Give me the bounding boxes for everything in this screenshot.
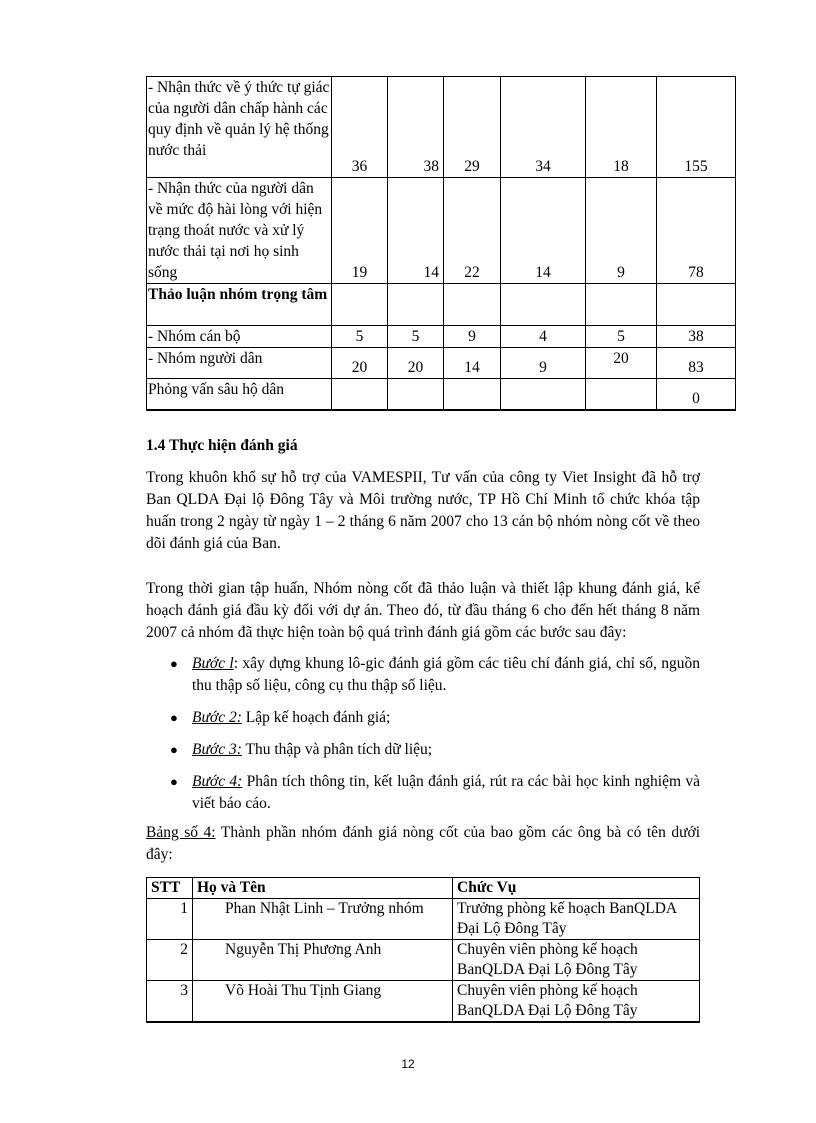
table-cell	[444, 379, 501, 410]
table-cell: 38	[388, 77, 444, 178]
bullet-icon: ●	[170, 710, 178, 725]
table-row	[147, 981, 700, 1023]
step-label: Bước 3:	[192, 741, 242, 758]
table-cell	[332, 284, 388, 326]
row-label: - Nhận thức của người dân về mức độ hài lòng với hiện trạng thoát nước và xử lý nước thải tại nơi họ sinh sống	[147, 178, 332, 284]
table-cell: 9	[586, 178, 657, 284]
table-row	[147, 178, 736, 284]
table-cell: 20	[332, 348, 388, 379]
role-cell: Chuyên viên phòng kế hoạch BanQLDA Đại Lộ Đông Tây	[453, 981, 700, 1023]
table-row	[147, 940, 700, 981]
table-cell: 83	[657, 348, 736, 379]
name-cell: Phan Nhật Linh – Trưởng nhóm	[193, 899, 453, 940]
stt-cell: 2	[147, 940, 193, 981]
row-label: - Nhóm cán bộ	[147, 326, 332, 348]
table-header-row	[147, 878, 700, 899]
list-item	[170, 707, 700, 729]
table-cell: 5	[388, 326, 444, 348]
table-cell	[501, 379, 586, 410]
survey-table	[146, 76, 736, 411]
name-cell: Nguyễn Thị Phương Anh	[193, 940, 453, 981]
stt-cell: 3	[147, 981, 193, 1023]
table-cell	[388, 284, 444, 326]
role-cell: Chuyên viên phòng kế hoạch BanQLDA Đại Lộ Đông Tây	[453, 940, 700, 981]
step-text: Thu thập và phân tích dữ liệu;	[241, 741, 433, 758]
table-cell: 38	[657, 326, 736, 348]
row-label: - Nhận thức về ý thức tự giác của người dân chấp hành các quy định về quản lý hệ thống nước thải	[147, 77, 332, 178]
table-cell: 4	[501, 326, 586, 348]
step-text: : xây dựng khung lô-gic đánh giá gồm các tiêu chí đánh giá, chỉ số, nguồn thu thập số liệu, công cụ thu thập số liệu.	[192, 655, 700, 694]
table-cell: 22	[444, 178, 501, 284]
table-cell: 20	[388, 348, 444, 379]
table-cell: 36	[332, 77, 388, 178]
table-row	[147, 899, 700, 940]
bullet-icon: ●	[170, 656, 178, 671]
column-header: STT	[147, 878, 193, 899]
name-cell: Võ Hoài Thu Tịnh Giang	[193, 981, 453, 1023]
table-cell	[586, 284, 657, 326]
staff-table	[146, 877, 700, 1023]
table-row	[147, 77, 736, 178]
table-cell	[657, 284, 736, 326]
step-label: Bước 4:	[192, 773, 243, 790]
table-cell	[444, 284, 501, 326]
bullet-icon: ●	[170, 742, 178, 757]
table-cell: 34	[501, 77, 586, 178]
list-item	[170, 739, 700, 761]
table-cell: 78	[657, 178, 736, 284]
page-number: 12	[401, 1057, 415, 1071]
table-cell: 14	[388, 178, 444, 284]
section-heading: 1.4 Thực hiện đánh giá	[146, 437, 298, 454]
table-row	[147, 284, 736, 326]
list-item	[170, 771, 700, 815]
table-cell: 29	[444, 77, 501, 178]
table-cell	[501, 284, 586, 326]
table-cell: 9	[444, 326, 501, 348]
step-list	[170, 653, 700, 825]
table-cell: 19	[332, 178, 388, 284]
role-cell: Trưởng phòng kế hoạch BanQLDA Đại Lộ Đông Tây	[453, 899, 700, 940]
row-label: Thảo luận nhóm trọng tâm	[147, 284, 332, 326]
step-label: Bước l	[192, 655, 234, 672]
table-cell: 20	[586, 348, 657, 379]
table-caption	[146, 822, 700, 866]
step-text: Lập kế hoạch đánh giá;	[241, 709, 391, 726]
table-row	[147, 326, 736, 348]
table-cell	[586, 379, 657, 410]
table-cell: 5	[586, 326, 657, 348]
table-row	[147, 379, 736, 410]
paragraph: Trong khuôn khổ sự hỗ trợ của VAMESPII, Tư vấn của công ty Viet Insight đã hỗ trợ Ban QLDA Đại lộ Đông Tây và Môi trường nước, TP Hồ Chí Minh tổ chức khóa tập huấn trong 2 ngày từ ngày 1 – 2 tháng 6 năm 2007 cho 13 cán bộ nhóm nòng cốt về theo dõi đánh giá của Ban.	[146, 469, 700, 552]
column-header: Họ và Tên	[193, 878, 453, 899]
step-label: Bước 2:	[192, 709, 242, 726]
table-row	[147, 348, 736, 379]
bullet-icon: ●	[170, 774, 178, 789]
table-cell: 0	[657, 379, 736, 410]
paragraph: Trong thời gian tập huấn, Nhóm nòng cốt đã thảo luận và thiết lập khung đánh giá, kế hoạch đánh giá đầu kỳ đối với dự án. Theo đó, từ đầu tháng 6 cho đến hết tháng 8 năm 2007 cả nhóm đã thực hiện toàn bộ quá trình đánh giá gồm các bước sau đây:	[146, 580, 700, 641]
list-item	[170, 653, 700, 697]
table-cell	[332, 379, 388, 410]
caption-label: Bảng số 4:	[146, 824, 216, 841]
table-cell: 14	[444, 348, 501, 379]
stt-cell: 1	[147, 899, 193, 940]
caption-text: Thành phần nhóm đánh giá nòng cốt của bao gồm các ông bà có tên dưới đây:	[146, 824, 700, 863]
table-cell: 9	[501, 348, 586, 379]
table-cell: 18	[586, 77, 657, 178]
step-text: Phân tích thông tin, kết luận đánh giá, rút ra các bài học kinh nghiệm và viết báo cáo.	[192, 773, 700, 812]
row-label: Phỏng vấn sâu hộ dân	[147, 379, 332, 410]
column-header: Chức Vụ	[453, 878, 700, 899]
table-cell	[388, 379, 444, 410]
table-cell: 14	[501, 178, 586, 284]
table-cell: 5	[332, 326, 388, 348]
row-label: - Nhóm người dân	[147, 348, 332, 379]
table-cell: 155	[657, 77, 736, 178]
